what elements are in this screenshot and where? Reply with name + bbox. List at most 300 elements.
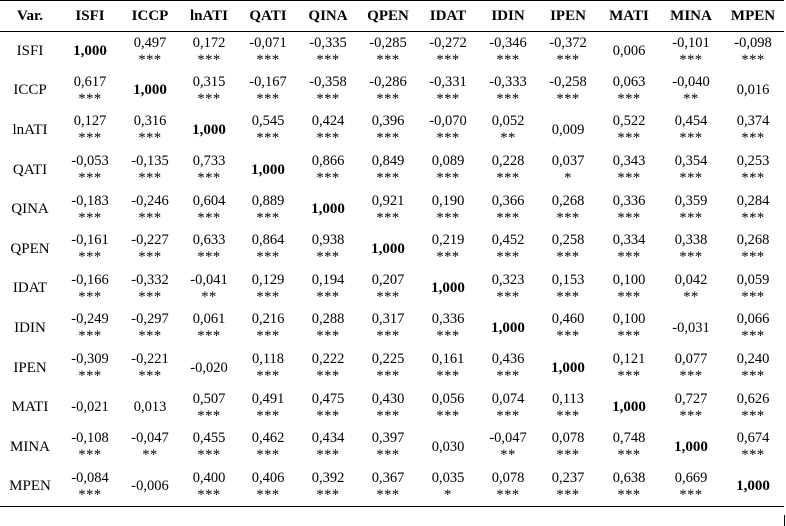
correlation-value: 0,317 [371,311,405,328]
significance-marker: *** [78,368,102,385]
correlation-cell [722,71,784,111]
correlation-value: 0,089 [431,153,465,170]
correlation-value: 0,222 [311,351,345,368]
correlation-value: 0,059 [736,271,770,288]
significance-marker: *** [496,51,520,68]
significance-marker: *** [376,447,400,464]
correlation-value: 0,207 [371,271,405,288]
correlation-cell [180,309,238,349]
correlation-value: 0,354 [674,153,708,170]
correlation-cell [120,111,180,151]
correlation-cell [358,269,418,309]
significance-marker: *** [197,447,221,464]
correlation-value: -0,358 [309,73,347,90]
correlation-cell [722,388,784,428]
diagonal-cell [478,309,538,349]
correlation-value: -0,332 [131,271,169,288]
significance-marker: * [564,170,572,187]
correlation-cell [180,348,238,388]
correlation-cell [418,190,478,230]
correlation-cell [120,190,180,230]
correlation-value: 0,338 [674,232,708,249]
significance-marker: *** [316,90,340,107]
correlation-cell [298,269,358,309]
correlation-value: 0,921 [371,192,405,209]
correlation-cell [598,427,660,467]
row-header: ISFI [16,43,44,60]
significance-marker: *** [78,209,102,226]
correlation-cell [538,388,598,428]
significance-marker: *** [256,368,280,385]
significance-marker: *** [376,90,400,107]
correlation-value: 0,674 [736,430,770,447]
significance-marker: * [444,486,452,503]
correlation-value: 0,225 [371,351,405,368]
diagonal-value: 1,000 [551,359,585,376]
correlation-value: 0,336 [612,192,646,209]
significance-marker: *** [376,170,400,187]
significance-marker: *** [679,368,703,385]
correlation-cell [120,427,180,467]
correlation-cell [598,111,660,151]
significance-marker: *** [556,51,580,68]
table-row [0,269,784,309]
correlation-value: -0,285 [369,34,407,51]
correlation-value: 0,336 [431,311,465,328]
significance-marker: *** [679,486,703,503]
diagonal-value: 1,000 [192,121,226,138]
correlation-cell [358,348,418,388]
correlation-cell [180,190,238,230]
column-header: IDAT [418,1,478,32]
correlation-value: 0,454 [674,113,708,130]
diagonal-cell [598,388,660,428]
row-header: MINA [10,438,50,455]
significance-marker: *** [197,209,221,226]
correlation-value: 0,118 [251,351,285,368]
correlation-cell [538,467,598,507]
correlation-cell [598,150,660,190]
significance-marker: ** [500,447,516,464]
significance-marker: *** [78,447,102,464]
table-row [0,388,784,428]
significance-marker: *** [256,209,280,226]
correlation-value: -0,020 [190,359,228,376]
significance-marker: *** [617,447,641,464]
significance-marker: *** [256,130,280,147]
correlation-value: 0,626 [736,390,770,407]
correlation-cell [180,32,238,72]
correlation-value: 0,153 [551,271,585,288]
significance-marker: *** [436,51,460,68]
correlation-value: -0,053 [71,153,109,170]
correlation-value: 0,545 [251,113,285,130]
correlation-value: 0,100 [612,271,646,288]
correlation-cell [478,32,538,72]
correlation-cell [598,269,660,309]
correlation-value: 0,316 [133,113,167,130]
correlation-value: -0,333 [489,73,527,90]
correlation-cell [598,32,660,72]
diagonal-value: 1,000 [674,438,708,455]
correlation-value: 0,013 [133,399,167,416]
correlation-value: 0,455 [192,430,226,447]
significance-marker: *** [617,209,641,226]
correlation-value: 0,288 [311,311,345,328]
correlation-value: 0,315 [192,73,226,90]
correlation-cell [238,467,298,507]
table-row [0,190,784,230]
diagonal-value: 1,000 [311,201,345,218]
significance-marker: *** [556,288,580,305]
significance-marker: *** [138,51,162,68]
significance-marker: *** [556,447,580,464]
correlation-cell [298,388,358,428]
correlation-cell [60,229,120,269]
correlation-cell [478,269,538,309]
significance-marker: *** [376,288,400,305]
correlation-cell [120,150,180,190]
significance-marker: *** [556,407,580,424]
correlation-value: 0,037 [551,153,585,170]
correlation-cell [478,427,538,467]
correlation-value: 0,113 [551,390,585,407]
correlation-value: 0,172 [192,34,226,51]
significance-marker: *** [316,170,340,187]
diagonal-cell [180,111,238,151]
correlation-value: 0,066 [736,311,770,328]
correlation-cell [298,348,358,388]
correlation-value: 0,460 [551,311,585,328]
correlation-cell [478,348,538,388]
significance-marker: *** [741,170,765,187]
significance-marker: *** [496,368,520,385]
correlation-cell [722,309,784,349]
correlation-value: -0,335 [309,34,347,51]
correlation-cell [180,388,238,428]
row-header: IDIN [14,319,46,336]
table-row [0,150,784,190]
diagonal-cell [358,229,418,269]
correlation-value: -0,101 [672,34,710,51]
significance-marker: *** [256,90,280,107]
significance-marker: *** [741,407,765,424]
significance-marker: *** [376,328,400,345]
correlation-value: 0,161 [431,351,465,368]
correlation-value: -0,221 [131,351,169,368]
significance-marker: *** [316,328,340,345]
column-header: QINA [298,1,358,32]
correlation-cell [538,150,598,190]
significance-marker: *** [556,486,580,503]
correlation-value: 0,367 [371,469,405,486]
correlation-cell [418,111,478,151]
correlation-value: 0,462 [251,430,285,447]
significance-marker: *** [138,249,162,266]
correlation-value: -0,047 [489,430,527,447]
correlation-value: 0,452 [491,232,525,249]
diagonal-cell [298,190,358,230]
correlation-cell [538,269,598,309]
diagonal-value: 1,000 [251,161,285,178]
correlation-cell [418,427,478,467]
significance-marker: *** [496,288,520,305]
correlation-value: -0,183 [71,192,109,209]
correlation-cell [358,150,418,190]
correlation-value: 0,228 [491,153,525,170]
column-header: QATI [238,1,298,32]
significance-marker: ** [500,130,516,147]
significance-marker: *** [496,249,520,266]
correlation-value: 0,006 [612,43,646,60]
significance-marker: *** [436,90,460,107]
correlation-value: 0,864 [251,232,285,249]
correlation-cell [238,348,298,388]
correlation-value: 0,100 [612,311,646,328]
correlation-cell [722,150,784,190]
correlation-value: -0,041 [190,271,228,288]
significance-marker: *** [197,170,221,187]
correlation-cell [120,269,180,309]
correlation-cell [478,190,538,230]
significance-marker: *** [436,130,460,147]
significance-marker: *** [78,328,102,345]
row-header: QPEN [10,240,50,257]
correlation-cell [478,229,538,269]
correlation-cell [120,467,180,507]
correlation-cell [238,427,298,467]
correlation-value: 0,121 [612,351,646,368]
correlation-cell [598,71,660,111]
column-header: ICCP [120,1,180,32]
significance-marker: *** [376,51,400,68]
correlation-cell [238,71,298,111]
significance-marker: *** [617,486,641,503]
significance-marker: *** [679,130,703,147]
correlation-cell [418,32,478,72]
correlation-cell [418,229,478,269]
correlation-value: 0,424 [311,113,345,130]
correlation-value: 0,240 [736,351,770,368]
diagonal-value: 1,000 [612,399,646,416]
correlation-value: 0,194 [311,271,345,288]
significance-marker: *** [556,90,580,107]
significance-marker: *** [679,170,703,187]
diagonal-cell [120,71,180,111]
significance-marker: *** [78,170,102,187]
significance-marker: *** [496,407,520,424]
diagonal-value: 1,000 [371,240,405,257]
header-row [0,1,784,32]
correlation-value: 0,078 [551,430,585,447]
correlation-cell [722,269,784,309]
significance-marker: *** [376,486,400,503]
diagonal-value: 1,000 [491,319,525,336]
significance-marker: *** [496,90,520,107]
correlation-value: 0,359 [674,192,708,209]
correlation-cell [238,309,298,349]
correlation-cell [238,190,298,230]
correlation-value: 0,733 [192,153,226,170]
correlation-cell [298,71,358,111]
significance-marker: *** [138,368,162,385]
correlation-cell [298,111,358,151]
correlation-cell [538,427,598,467]
correlation-value: 0,052 [491,113,525,130]
correlation-value: 0,497 [133,34,167,51]
correlation-cell [180,467,238,507]
correlation-value: 0,866 [311,153,345,170]
row-header: lnATI [12,121,48,138]
correlation-cell [120,32,180,72]
significance-marker: *** [741,447,765,464]
correlation-value: -0,108 [71,430,109,447]
correlation-cell [358,71,418,111]
correlation-cell [180,229,238,269]
correlation-value: 0,129 [251,271,285,288]
correlation-cell [60,269,120,309]
correlation-value: 0,507 [192,390,226,407]
correlation-cell [358,111,418,151]
correlation-value: -0,047 [131,430,169,447]
correlation-cell [538,111,598,151]
correlation-cell [60,71,120,111]
correlation-value: -0,286 [369,73,407,90]
table-row [0,229,784,269]
significance-marker: *** [376,130,400,147]
correlation-value: 0,056 [431,390,465,407]
correlation-cell [538,32,598,72]
significance-marker: *** [138,170,162,187]
significance-marker: *** [436,170,460,187]
correlation-cell [60,190,120,230]
correlation-cell [660,309,722,349]
correlation-cell [418,71,478,111]
correlation-cell [722,190,784,230]
correlation-cell [538,229,598,269]
significance-marker: *** [741,209,765,226]
correlation-cell [298,467,358,507]
correlation-value: -0,084 [71,469,109,486]
significance-marker: *** [197,90,221,107]
correlation-value: -0,071 [249,34,287,51]
correlation-value: 0,216 [251,311,285,328]
significance-marker: *** [256,288,280,305]
correlation-value: 0,061 [192,311,226,328]
correlation-cell [478,467,538,507]
significance-marker: *** [617,368,641,385]
correlation-value: -0,246 [131,192,169,209]
correlation-value: 0,237 [551,469,585,486]
significance-marker: *** [556,209,580,226]
correlation-cell [660,467,722,507]
correlation-value: -0,031 [672,319,710,336]
significance-marker: *** [556,328,580,345]
correlation-value: -0,297 [131,311,169,328]
correlation-cell [538,309,598,349]
correlation-cell [358,388,418,428]
correlation-value: 0,638 [612,469,646,486]
correlation-cell [358,427,418,467]
significance-marker: *** [256,486,280,503]
correlation-value: 0,190 [431,192,465,209]
column-header: IPEN [538,1,598,32]
correlation-cell [238,32,298,72]
correlation-cell [660,111,722,151]
correlation-value: 0,491 [251,390,285,407]
significance-marker: *** [376,209,400,226]
correlation-value: 0,604 [192,192,226,209]
significance-marker: *** [436,407,460,424]
correlation-cell [180,150,238,190]
significance-marker: ** [683,288,699,305]
significance-marker: *** [617,288,641,305]
significance-marker: *** [436,368,460,385]
correlation-value: 0,889 [251,192,285,209]
correlation-cell [418,388,478,428]
correlation-cell [298,427,358,467]
diagonal-cell [538,348,598,388]
correlation-value: -0,098 [734,34,772,51]
correlation-value: 0,268 [551,192,585,209]
correlation-cell [60,150,120,190]
correlation-cell [358,190,418,230]
correlation-cell [180,269,238,309]
correlation-value: 0,436 [491,351,525,368]
table-row [0,111,784,151]
row-header: QATI [12,161,48,178]
significance-marker: *** [256,249,280,266]
correlation-value: -0,040 [672,73,710,90]
correlation-value: 0,035 [431,469,465,486]
significance-marker: *** [197,407,221,424]
correlation-cell [418,348,478,388]
correlation-cell [478,111,538,151]
significance-marker: *** [496,209,520,226]
correlation-value: -0,309 [71,351,109,368]
correlation-value: -0,258 [549,73,587,90]
significance-marker: *** [376,407,400,424]
correlation-cell [358,309,418,349]
correlation-value: 0,406 [251,469,285,486]
correlation-value: -0,372 [549,34,587,51]
significance-marker: *** [138,328,162,345]
correlation-value: 0,727 [674,390,708,407]
correlation-value: 0,366 [491,192,525,209]
significance-marker: *** [496,486,520,503]
column-header-var: Var. [0,1,60,32]
significance-marker: *** [741,249,765,266]
row-header: MPEN [0,467,60,507]
correlation-cell [722,427,784,467]
significance-marker: *** [78,486,102,503]
significance-marker: *** [679,407,703,424]
correlation-cell [60,427,120,467]
correlation-value: -0,331 [429,73,467,90]
correlation-value: 0,397 [371,430,405,447]
correlation-value: -0,249 [71,311,109,328]
significance-marker: ** [142,447,158,464]
significance-marker: *** [679,209,703,226]
correlation-cell [598,190,660,230]
correlation-value: 0,434 [311,430,345,447]
significance-marker: *** [617,130,641,147]
significance-marker: *** [316,130,340,147]
table-row [0,427,784,467]
significance-marker: *** [197,249,221,266]
correlation-value: 0,938 [311,232,345,249]
table-row [0,71,784,111]
